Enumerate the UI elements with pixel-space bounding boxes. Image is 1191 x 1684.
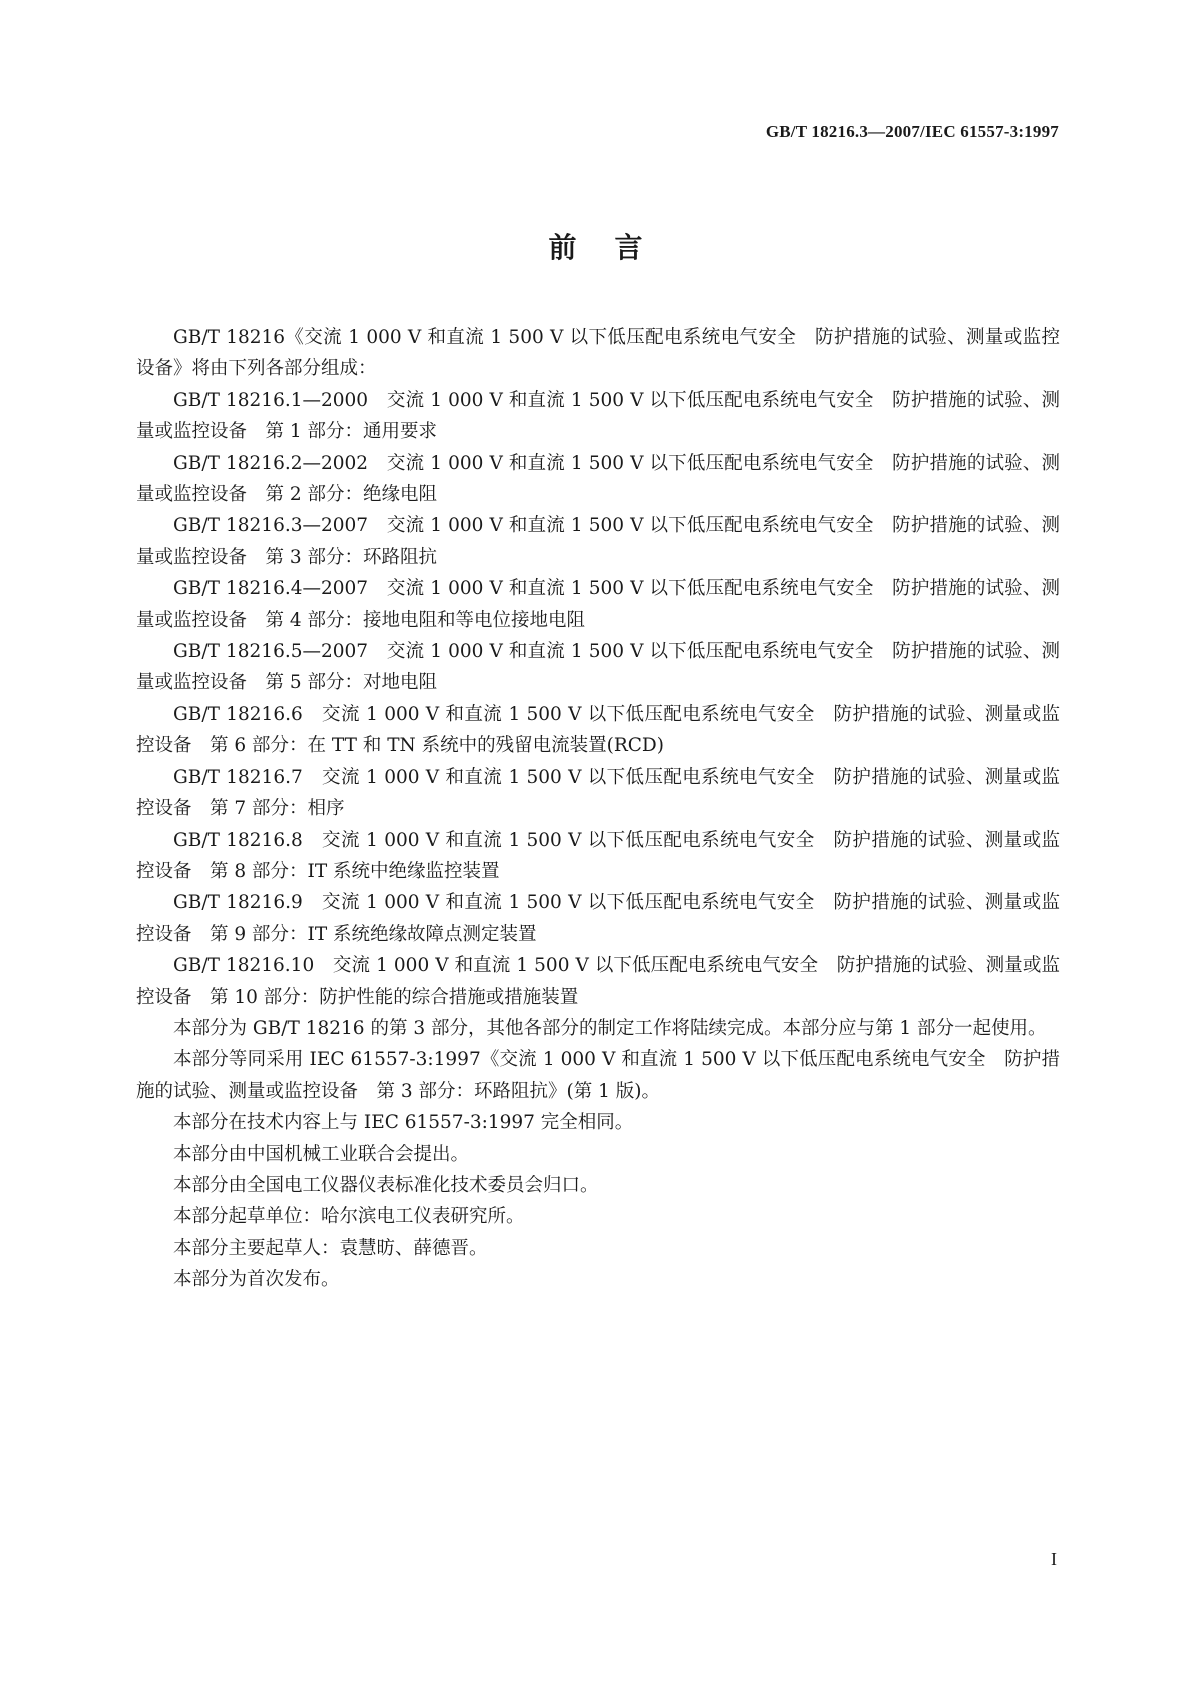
foreword-body [136,322,1060,1296]
paragraph: 本部分等同采用 IEC 61557-3:1997《交流 1 000 V 和直流 1 500 V 以下低压配电系统电气安全 防护措施的试验、测量或监控设备 第 3 部分：环路阻抗》(第 1 版)。 [136,1049,1060,1102]
paragraph: 本部分为首次发布。 [173,1269,340,1291]
paragraph: 本部分起草单位：哈尔滨电工仪表研究所。 [173,1206,525,1228]
paragraph: 本部分由全国电工仪器仪表标准化技术委员会归口。 [173,1174,599,1196]
paragraph: GB/T 18216.4—2007 交流 1 000 V 和直流 1 500 V 以下低压配电系统电气安全 防护措施的试验、测量或监控设备 第 4 部分：接地电阻和等电位接地电阻 [136,578,1060,631]
paragraph: GB/T 18216.1—2000 交流 1 000 V 和直流 1 500 V 以下低压配电系统电气安全 防护措施的试验、测量或监控设备 第 1 部分：通用要求 [136,389,1060,443]
paragraph: GB/T 18216《交流 1 000 V 和直流 1 500 V 以下低压配电系统电气安全 防护措施的试验、测量或监控设备》将由下列各部分组成： [136,327,1060,380]
paragraph: GB/T 18216.6 交流 1 000 V 和直流 1 500 V 以下低压配电系统电气安全 防护措施的试验、测量或监控设备 第 6 部分：在 TT 和 TN 系统中的残留电流装置(RCD) [136,703,1060,757]
paragraph: GB/T 18216.3—2007 交流 1 000 V 和直流 1 500 V 以下低压配电系统电气安全 防护措施的试验、测量或监控设备 第 3 部分：环路阻抗 [136,515,1060,568]
paragraph: 本部分主要起草人：袁慧昉、薛德晋。 [173,1237,488,1259]
paragraph: 本部分由中国机械工业联合会提出。 [173,1143,470,1165]
page-title: 前言 [548,231,681,264]
paragraph: GB/T 18216.5—2007 交流 1 000 V 和直流 1 500 V 以下低压配电系统电气安全 防护措施的试验、测量或监控设备 第 5 部分：对地电阻 [136,641,1060,694]
standard-code-header: GB/T 18216.3—2007/IEC 61557-3:1997 [765,122,1059,141]
paragraph: GB/T 18216.9 交流 1 000 V 和直流 1 500 V 以下低压配电系统电气安全 防护措施的试验、测量或监控设备 第 9 部分：IT 系统绝缘故障点测定装置 [136,892,1060,945]
paragraph: GB/T 18216.7 交流 1 000 V 和直流 1 500 V 以下低压配电系统电气安全 防护措施的试验、测量或监控设备 第 7 部分：相序 [136,766,1060,820]
paragraph: 本部分在技术内容上与 IEC 61557-3:1997 完全相同。 [173,1112,634,1134]
paragraph: GB/T 18216.10 交流 1 000 V 和直流 1 500 V 以下低压配电系统电气安全 防护措施的试验、测量或监控设备 第 10 部分：防护性能的综合措施或措施装置 [136,955,1060,1008]
paragraph: 本部分为 GB/T 18216 的第 3 部分，其他各部分的制定工作将陆续完成。本部分应与第 1 部分一起使用。 [173,1017,1047,1039]
paragraph: GB/T 18216.2—2002 交流 1 000 V 和直流 1 500 V 以下低压配电系统电气安全 防护措施的试验、测量或监控设备 第 2 部分：绝缘电阻 [136,452,1060,506]
paragraph: GB/T 18216.8 交流 1 000 V 和直流 1 500 V 以下低压配电系统电气安全 防护措施的试验、测量或监控设备 第 8 部分：IT 系统中绝缘监控装置 [136,829,1060,882]
page-number: I [1051,1549,1057,1569]
